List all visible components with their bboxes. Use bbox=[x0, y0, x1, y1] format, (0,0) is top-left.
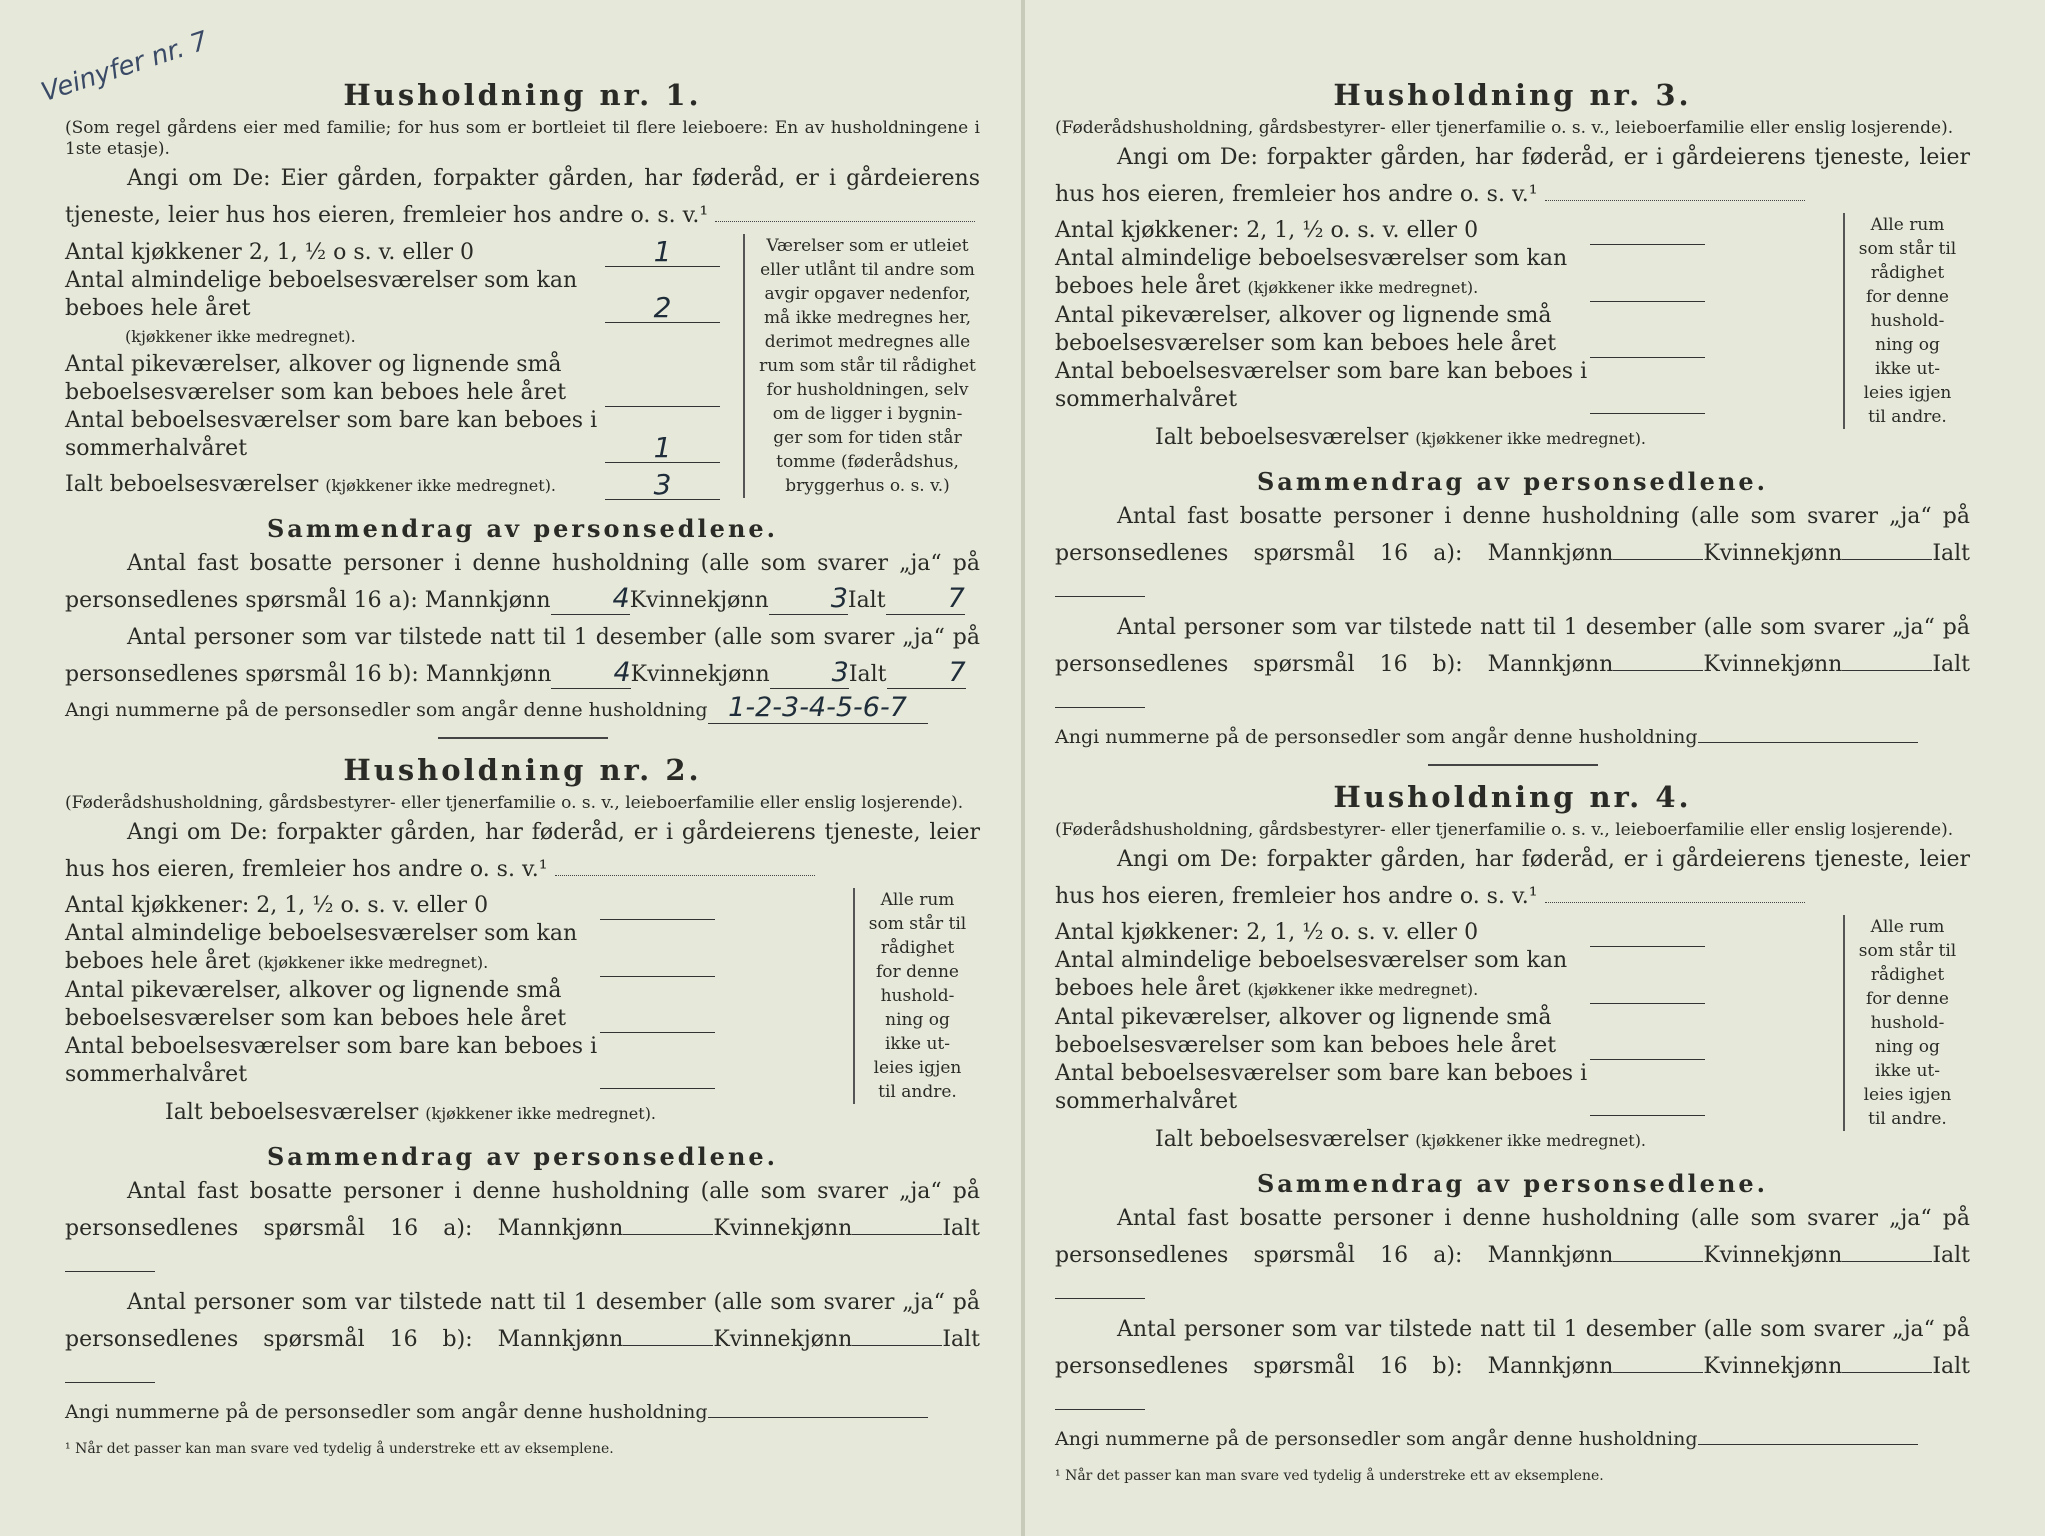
h4-tilst-ialt[interactable] bbox=[1055, 1409, 1145, 1410]
h4-tilst-mann[interactable] bbox=[1613, 1372, 1703, 1373]
h2-sum-title: Sammendrag av personsedlene. bbox=[266, 1142, 779, 1171]
h3-fast: Antal fast bosatte personer i denne husholdning (alle som svarer „ja“ på personsedlenes spørsmål 16 a): Mannkjønn Kvinnekjønn Ialt bbox=[1055, 498, 1970, 609]
h4-side-note: Alle rum som står til rådighet for denne hushold- ning og ikke ut- leies igjen til andre. bbox=[1843, 915, 1960, 1131]
h3-nummer: Angi nummerne på de personsedler som angår denne husholdning bbox=[1055, 720, 1970, 754]
h2-fast-mann[interactable] bbox=[623, 1234, 713, 1235]
h3-divider bbox=[1428, 764, 1598, 766]
h1-sommer-row: Antal beboelsesværelser som bare kan beboes i sommerhalvåret 1 bbox=[65, 407, 720, 463]
h4-pike-row: Antal pikeværelser, alkover og lignende små beboelsesværelser som kan beboes hele året bbox=[1055, 1004, 1705, 1060]
h3-sum-title: Sammendrag av personsedlene. bbox=[1256, 467, 1769, 496]
h1-tilst-kvinne[interactable]: 3 bbox=[770, 658, 849, 689]
h3-rooms-box bbox=[1055, 217, 1970, 453]
h3-side-note: Alle rum som står til rådighet for denne hushold- ning og ikke ut- leies igjen til andre. bbox=[1843, 213, 1960, 429]
h3-pike-row: Antal pikeværelser, alkover og lignende små beboelsesværelser som kan beboes hele året bbox=[1055, 302, 1705, 358]
right-footnote: ¹ Når det passer kan man svare ved tydelig å understreke ett av eksemplene. bbox=[1055, 1468, 1604, 1484]
h1-tilst-mann[interactable]: 4 bbox=[551, 658, 630, 689]
right-column bbox=[1055, 78, 1970, 1484]
h4-fast-ialt[interactable] bbox=[1055, 1298, 1145, 1299]
h2-alm-row: Antal almindelige beboelsesværelser som kan beboes hele året (kjøkkener ikke medregnet). bbox=[65, 920, 715, 977]
h1-fast: Antal fast bosatte personer i denne husholdning (alle som svarer „ja“ på personsedlenes spørsmål 16 a): Mannkjønn 4Kvinnekjønn 3Ialt 7 bbox=[65, 551, 980, 614]
h2-pike-value[interactable] bbox=[600, 1032, 715, 1033]
h1-angi: Angi om De: Eier gården, forpakter gården, har føderåd, er i gårdeierens tjeneste, leier hus hos eieren, fremleier hos andre o. s. v.¹ bbox=[65, 166, 980, 228]
h3-tilst-ialt[interactable] bbox=[1055, 707, 1145, 708]
h2-sommer-row: Antal beboelsesværelser som bare kan beboes i sommerhalvåret bbox=[65, 1033, 715, 1089]
h4-fast: Antal fast bosatte personer i denne husholdning (alle som svarer „ja“ på personsedlenes spørsmål 16 a): Mannkjønn Kvinnekjønn Ialt bbox=[1055, 1200, 1970, 1311]
h4-tilst-kvinne[interactable] bbox=[1842, 1372, 1932, 1373]
left-column bbox=[65, 78, 980, 1457]
h1-fast-kvinne[interactable]: 3 bbox=[769, 584, 848, 615]
h4-fast-kvinne[interactable] bbox=[1842, 1261, 1932, 1262]
h4-kjokkener-row: Antal kjøkkener: 2, 1, ½ o. s. v. eller 0 bbox=[1055, 919, 1705, 947]
h4-angi-line[interactable] bbox=[1545, 901, 1805, 903]
h2-note: (Føderådshusholdning, gårdsbestyrer- eller tjenerfamilie o. s. v., leieboerfamilie eller enslig losjerende). bbox=[65, 793, 964, 813]
h1-ialt-row: Ialt beboelsesværelser (kjøkkener ikke medregnet). 3 bbox=[65, 471, 720, 500]
h2-tilst-kvinne[interactable] bbox=[852, 1345, 942, 1346]
h2-tilst-mann[interactable] bbox=[623, 1345, 713, 1346]
margin-note: Veinyfer nr. 7 bbox=[37, 25, 212, 109]
h2-kjokkener-row: Antal kjøkkener: 2, 1, ½ o. s. v. eller 0 bbox=[65, 892, 715, 920]
h1-alm-value[interactable]: 2 bbox=[605, 294, 720, 323]
h4-ialt-row: Ialt beboelsesværelser (kjøkkener ikke medregnet). bbox=[1155, 1127, 1647, 1152]
h4-nummer: Angi nummerne på de personsedler som angår denne husholdning bbox=[1055, 1422, 1970, 1456]
h2-pike-row: Antal pikeværelser, alkover og lignende små beboelsesværelser som kan beboes hele året bbox=[65, 977, 715, 1033]
h4-alm-row: Antal almindelige beboelsesværelser som kan beboes hele året (kjøkkener ikke medregnet). bbox=[1055, 947, 1705, 1004]
h2-alm-value[interactable] bbox=[600, 976, 715, 977]
h2-rooms-box bbox=[65, 892, 980, 1128]
h3-title: Husholdning nr. 3. bbox=[1333, 78, 1692, 112]
h1-tilst: Antal personer som var tilstede natt til 1 desember (alle som svarer „ja“ på personsedlenes spørsmål 16 b): Mannkjønn 4Kvinnekjønn 3Ialt 7 bbox=[65, 625, 980, 688]
h3-sommer-value[interactable] bbox=[1590, 413, 1705, 414]
h4-tilst: Antal personer som var tilstede natt til 1 desember (alle som svarer „ja“ på personsedlenes spørsmål 16 b): Mannkjønn Kvinnekjønn Ialt bbox=[1055, 1311, 1970, 1422]
h3-note: (Føderådshusholdning, gårdsbestyrer- eller tjenerfamilie o. s. v., leieboerfamilie eller enslig losjerende). bbox=[1055, 118, 1954, 138]
h1-divider bbox=[438, 737, 608, 739]
h2-sommer-value[interactable] bbox=[600, 1088, 715, 1089]
h4-rooms-box bbox=[1055, 919, 1970, 1155]
h2-angi: Angi om De: forpakter gården, har føderåd, er i gårdeierens tjeneste, leier hus hos eieren, fremleier hos andre o. s. v.¹ bbox=[65, 820, 980, 882]
h3-kjokkener-value[interactable] bbox=[1590, 244, 1705, 245]
h1-kjokkener-row: Antal kjøkkener 2, 1, ½ o s. v. eller 0 1 bbox=[65, 238, 720, 267]
h3-fast-ialt[interactable] bbox=[1055, 596, 1145, 597]
h1-nummer-value[interactable]: 1-2-3-4-5-6-7 bbox=[708, 693, 928, 724]
h1-sommer-value[interactable]: 1 bbox=[605, 434, 720, 463]
h2-tilst-ialt[interactable] bbox=[65, 1382, 155, 1383]
h4-note: (Føderådshusholdning, gårdsbestyrer- eller tjenerfamilie o. s. v., leieboerfamilie eller enslig losjerende). bbox=[1055, 820, 1954, 840]
h3-pike-value[interactable] bbox=[1590, 357, 1705, 358]
h2-tilst: Antal personer som var tilstede natt til 1 desember (alle som svarer „ja“ på personsedlenes spørsmål 16 b): Mannkjønn Kvinnekjønn Ialt bbox=[65, 1284, 980, 1395]
h2-side-note: Alle rum som står til rådighet for denne hushold- ning og ikke ut- leies igjen til andre. bbox=[853, 888, 970, 1104]
h1-sum-title: Sammendrag av personsedlene. bbox=[266, 514, 779, 543]
left-footnote: ¹ Når det passer kan man svare ved tydelig å understreke ett av eksemplene. bbox=[65, 1441, 614, 1457]
h1-note: (Som regel gårdens eier med familie; for hus som er bortleiet til flere leieboere: En av husholdningene i 1ste etasje). bbox=[65, 118, 980, 159]
h3-fast-mann[interactable] bbox=[1613, 559, 1703, 560]
h1-angi-line[interactable] bbox=[715, 220, 975, 222]
h3-angi: Angi om De: forpakter gården, har føderåd, er i gårdeierens tjeneste, leier hus hos eieren, fremleier hos andre o. s. v.¹ bbox=[1055, 145, 1970, 207]
h1-pike-row: Antal pikeværelser, alkover og lignende små beboelsesværelser som kan beboes hele året bbox=[65, 351, 720, 407]
h4-pike-value[interactable] bbox=[1590, 1059, 1705, 1060]
h3-alm-row: Antal almindelige beboelsesværelser som kan beboes hele året (kjøkkener ikke medregnet). bbox=[1055, 245, 1705, 302]
h2-fast: Antal fast bosatte personer i denne husholdning (alle som svarer „ja“ på personsedlenes spørsmål 16 a): Mannkjønn Kvinnekjønn Ialt bbox=[65, 1173, 980, 1284]
h1-kjokkener-value[interactable]: 1 bbox=[605, 238, 720, 267]
h3-fast-kvinne[interactable] bbox=[1842, 559, 1932, 560]
h3-angi-line[interactable] bbox=[1545, 199, 1805, 201]
h1-tilst-ialt[interactable]: 7 bbox=[887, 658, 966, 689]
h1-rooms-box bbox=[65, 235, 980, 501]
h4-alm-value[interactable] bbox=[1590, 1003, 1705, 1004]
h4-title: Husholdning nr. 4. bbox=[1333, 780, 1692, 814]
h3-alm-value[interactable] bbox=[1590, 301, 1705, 302]
h1-side-note: Værelser som er utleiet eller utlånt til andre som avgir opgaver nedenfor, må ikke medregnes her, derimot medregnes alle rum som står til rådighet for husholdningen, selv om de ligger i bygnin- ger som for tiden står tomme (føderådshus, bryggerhus o. s. v.) bbox=[743, 234, 980, 498]
h1-nummer: Angi nummerne på de personsedler som angår denne husholdning 1-2-3-4-5-6-7 bbox=[65, 693, 980, 727]
h4-sommer-value[interactable] bbox=[1590, 1115, 1705, 1116]
h1-alm-row: Antal almindelige beboelsesværelser som kan beboes hele året 2 bbox=[65, 267, 720, 323]
h3-tilst-mann[interactable] bbox=[1613, 670, 1703, 671]
h4-fast-mann[interactable] bbox=[1613, 1261, 1703, 1262]
page-fold bbox=[1021, 0, 1025, 1536]
h3-kjokkener-row: Antal kjøkkener: 2, 1, ½ o. s. v. eller 0 bbox=[1055, 217, 1705, 245]
h1-ialt-value[interactable]: 3 bbox=[605, 471, 720, 500]
h3-ialt-row: Ialt beboelsesværelser (kjøkkener ikke medregnet). bbox=[1155, 425, 1647, 450]
h1-title: Husholdning nr. 1. bbox=[343, 78, 702, 112]
h2-fast-ialt[interactable] bbox=[65, 1271, 155, 1272]
h2-nummer-value[interactable] bbox=[708, 1417, 928, 1418]
h4-nummer-value[interactable] bbox=[1698, 1444, 1918, 1445]
h2-title: Husholdning nr. 2. bbox=[343, 753, 702, 787]
h1-fast-ialt[interactable]: 7 bbox=[886, 584, 965, 615]
h3-nummer-value[interactable] bbox=[1698, 742, 1918, 743]
h4-kjokkener-value[interactable] bbox=[1590, 946, 1705, 947]
h3-tilst: Antal personer som var tilstede natt til 1 desember (alle som svarer „ja“ på personsedlenes spørsmål 16 b): Mannkjønn Kvinnekjønn Ialt bbox=[1055, 609, 1970, 720]
h1-pike-value[interactable] bbox=[605, 406, 720, 407]
h4-sommer-row: Antal beboelsesværelser som bare kan beboes i sommerhalvåret bbox=[1055, 1060, 1705, 1116]
h2-kjokkener-value[interactable] bbox=[600, 919, 715, 920]
h1-alm-sub: (kjøkkener ikke medregnet). bbox=[125, 327, 356, 346]
h2-angi-line[interactable] bbox=[555, 874, 815, 876]
h4-sum-title: Sammendrag av personsedlene. bbox=[1256, 1169, 1769, 1198]
h3-sommer-row: Antal beboelsesværelser som bare kan beboes i sommerhalvåret bbox=[1055, 358, 1705, 414]
h4-angi: Angi om De: forpakter gården, har føderåd, er i gårdeierens tjeneste, leier hus hos eieren, fremleier hos andre o. s. v.¹ bbox=[1055, 847, 1970, 909]
h2-ialt-row: Ialt beboelsesværelser (kjøkkener ikke medregnet). bbox=[165, 1100, 657, 1125]
h1-fast-mann[interactable]: 4 bbox=[551, 584, 630, 615]
h3-tilst-kvinne[interactable] bbox=[1842, 670, 1932, 671]
h2-nummer: Angi nummerne på de personsedler som angår denne husholdning bbox=[65, 1395, 980, 1429]
h2-fast-kvinne[interactable] bbox=[852, 1234, 942, 1235]
